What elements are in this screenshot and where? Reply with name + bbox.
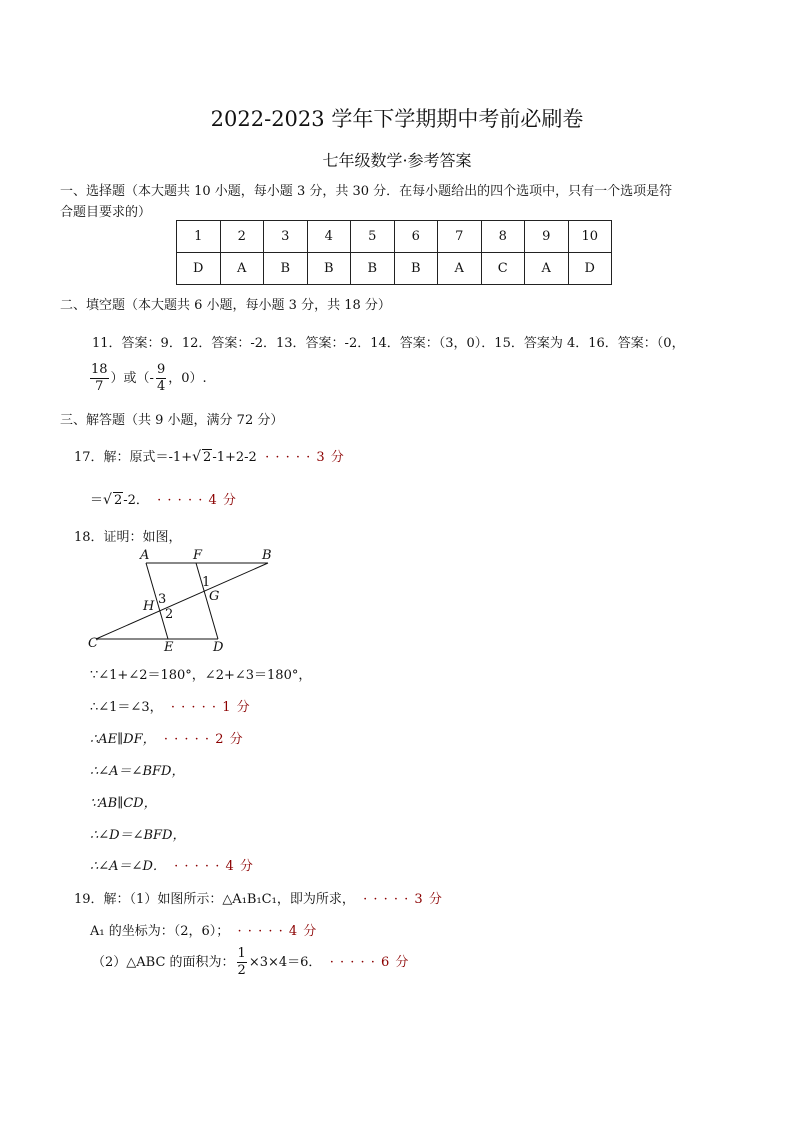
q18-geometry-figure [82,546,282,656]
label-F: F [193,548,203,563]
label-C: C [88,636,98,651]
question-number-cell: 5 [351,221,395,253]
section1-instructions-line1: 一、选择题（本大题共 10 小题，每小题 3 分，共 30 分．在每小题给出的四个选项中，只有一个选项是符 [60,184,673,199]
answer-letter-cell: B [394,253,438,285]
label-H: H [143,599,155,614]
question-number-cell: 8 [481,221,525,253]
label-B: B [262,548,272,563]
q19-line1: 19．解：（1）如图所示：△A₁B₁C₁，即为所求， · · · · · 3 分 [74,892,443,907]
label-E: E [164,640,174,655]
answer-letter-cell: B [351,253,395,285]
page-subtitle: 七年级数学·参考答案 [322,151,472,170]
label-angle-2: 2 [165,607,174,622]
q18-heading: 18．证明：如图， [74,530,182,545]
section3-heading: 三、解答题（共 9 小题，满分 72 分） [60,413,284,428]
fill-blank-answer-16-continuation: $\frac{18}{7}$ ）或（- $\frac{9}{4}$ ，0）. [91,362,207,394]
q18-line5: ∵AB∥CD， [90,796,157,811]
q18-line7: ∴∠A＝∠D． · · · · · 4 分 [90,859,254,874]
section2-heading: 二、填空题（本大题共 6 小题，每小题 3 分，共 18 分） [60,298,391,313]
fraction-1-2: $\frac{1}{2}$ [237,946,246,978]
question-number-cell: 4 [307,221,351,253]
answer-letter-cell: B [264,253,308,285]
page-title: 2022-2023 学年下学期期中考前必刷卷 [210,107,584,131]
question-number-cell: 10 [568,221,612,253]
label-angle-1: 1 [202,575,211,590]
answer-letter-cell: D [568,253,612,285]
q17-line1: 17．解：原式＝-1+√ 2-1+2-2 · · · · · 3 分 [74,449,345,465]
answer-table-answer-row [177,253,612,285]
q18-line3: ∴AE∥DF， · · · · · 2 分 [90,732,244,747]
label-angle-3: 3 [158,592,167,607]
label-G: G [209,589,220,604]
question-number-cell: 6 [394,221,438,253]
fraction-9-4: $\frac{9}{4}$ [156,362,166,394]
q18-line6: ∴∠D＝∠BFD， [90,828,186,843]
answer-letter-cell: B [307,253,351,285]
q19-line3: （2）△ABC 的面积为： $\frac{1}{2}$ ×3×4＝6． · · · · · 6 分 [92,946,410,978]
section1-instructions-line2: 合题目要求的） [60,205,152,220]
question-number-cell: 3 [264,221,308,253]
q17-points-3: · · · · · 3 分 [265,450,345,465]
segment-CB [96,563,268,639]
answer-letter-cell: A [438,253,482,285]
fraction-18-7: $\frac{18}{7}$ [91,362,108,394]
q19-line2: A₁ 的坐标为：（2，6）； · · · · · 4 分 [90,924,318,939]
answer-letter-cell: C [481,253,525,285]
label-D: D [213,640,224,655]
q18-line1: ∵∠1+∠2＝180°，∠2+∠3＝180°， [90,668,312,683]
answer-letter-cell: D [177,253,221,285]
q18-line2: ∴∠1＝∠3， · · · · · 1 分 [90,700,251,715]
question-number-cell: 2 [220,221,264,253]
q17-points-4: · · · · · 4 分 [157,493,237,508]
answer-letter-cell: A [525,253,569,285]
question-number-cell: 1 [177,221,221,253]
q17-line2: ＝√ 2-2． · · · · · 4 分 [90,492,237,508]
label-A: A [140,548,150,563]
answer-table-number-row [177,221,612,253]
question-number-cell: 7 [438,221,482,253]
q18-line4: ∴∠A＝∠BFD， [90,764,185,779]
question-number-cell: 9 [525,221,569,253]
fill-blank-answers-line: 11．答案：9．12．答案：-2．13．答案：-2．14．答案：（3，0）．15．答案为 4．16．答案：（0， [92,336,685,351]
answer-table [176,220,612,285]
answer-letter-cell: A [220,253,264,285]
